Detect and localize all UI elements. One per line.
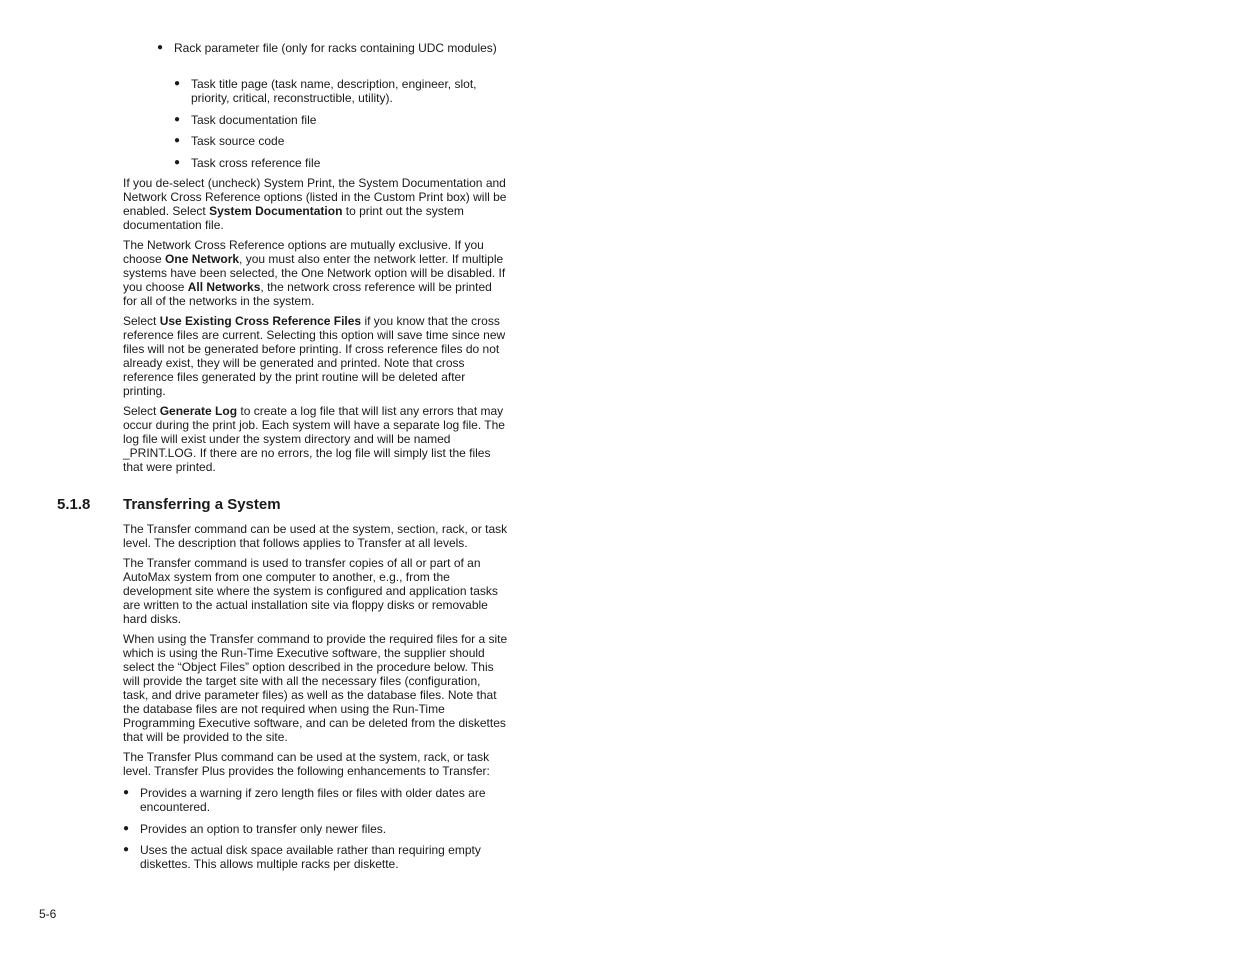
list-item-text: Uses the actual disk space available rather than requiring empty diskettes. This allows multiple racks per diskette. bbox=[140, 843, 481, 871]
list-item-text: Task title page (task name, description, engineer, slot, priority, critical, reconstructible, utility). bbox=[191, 77, 477, 105]
list-item bbox=[123, 786, 509, 814]
bullet-icon: ● bbox=[157, 42, 164, 53]
list-item bbox=[123, 843, 509, 871]
page-number: 5-6 bbox=[39, 907, 57, 921]
list-item-text: Task documentation file bbox=[191, 113, 317, 127]
paragraph: The Transfer command can be used at the system, section, rack, or task level. The description that follows applies to Transfer at all levels. bbox=[123, 522, 508, 550]
list-item-text: Provides a warning if zero length files or files with older dates are encountered. bbox=[140, 786, 486, 814]
paragraph: The Transfer Plus command can be used at the system, rack, or task level. Transfer Plus provides the following enhancements to Transfer: bbox=[123, 750, 490, 778]
bullet-icon: ● bbox=[174, 135, 181, 146]
list-item bbox=[174, 134, 504, 148]
section-title: Transferring a System bbox=[123, 496, 281, 513]
paragraph: If you de-select (uncheck) System Print, the System Documentation and Network Cross Reference options (listed in the Custom Print box) will be enabled. Select System Documentation to print out the system documentation file. bbox=[123, 176, 507, 232]
bullet-icon: ● bbox=[174, 114, 181, 125]
list-item-text: Rack parameter file (only for racks containing UDC modules) bbox=[174, 41, 497, 55]
paragraph: The Network Cross Reference options are mutually exclusive. If you choose One Network, you must also enter the network letter. If multiple systems have been selected, the One Network option will be disabled. If you choose All Networks, the network cross reference will be printed for all of the networks in the system. bbox=[123, 238, 506, 308]
list-item bbox=[174, 113, 504, 127]
bullet-icon: ● bbox=[123, 823, 130, 834]
section-number: 5.1.8 bbox=[57, 496, 91, 513]
list-item-text: Task source code bbox=[191, 134, 285, 148]
paragraph: The Transfer command is used to transfer copies of all or part of an AutoMax system from one computer to another, e.g., from the development site where the system is configured and application tasks are written to the actual installation site via floppy disks or removable hard disks. bbox=[123, 556, 498, 626]
bullet-icon: ● bbox=[123, 787, 130, 798]
paragraph: When using the Transfer command to provide the required files for a site which is using the Run-Time Executive software, the supplier should select the “Object Files” option described in the procedure below. This will provide the target site with all the necessary files (configuration, task, and drive parameter files) as well as the database files. Note that the database files are not required when using the Run-Time Programming Executive software, and can be deleted from the diskettes that will be provided to the site. bbox=[123, 632, 508, 744]
paragraph: Select Use Existing Cross Reference Files if you know that the cross reference files are current. Selecting this option will save time since new files will not be generated before printing. If cross reference files do not already exist, they will be generated and printed. Note that cross reference files generated by the print routine will be deleted after printing. bbox=[123, 314, 506, 398]
bullet-icon: ● bbox=[174, 157, 181, 168]
paragraph: Select Generate Log to create a log file that will list any errors that may occur during the print job. Each system will have a separate log file. The log file will exist under the system directory and will be named _PRINT.LOG. If there are no errors, the log file will simply list the files that were printed. bbox=[123, 404, 505, 474]
list-item-text: Provides an option to transfer only newer files. bbox=[140, 822, 387, 836]
list-item-text: Task cross reference file bbox=[191, 156, 321, 170]
list-item bbox=[174, 77, 504, 105]
bullet-icon: ● bbox=[174, 78, 181, 89]
list-item bbox=[157, 41, 497, 55]
list-item bbox=[123, 822, 509, 836]
bullet-icon: ● bbox=[123, 844, 130, 855]
list-item bbox=[174, 156, 504, 170]
